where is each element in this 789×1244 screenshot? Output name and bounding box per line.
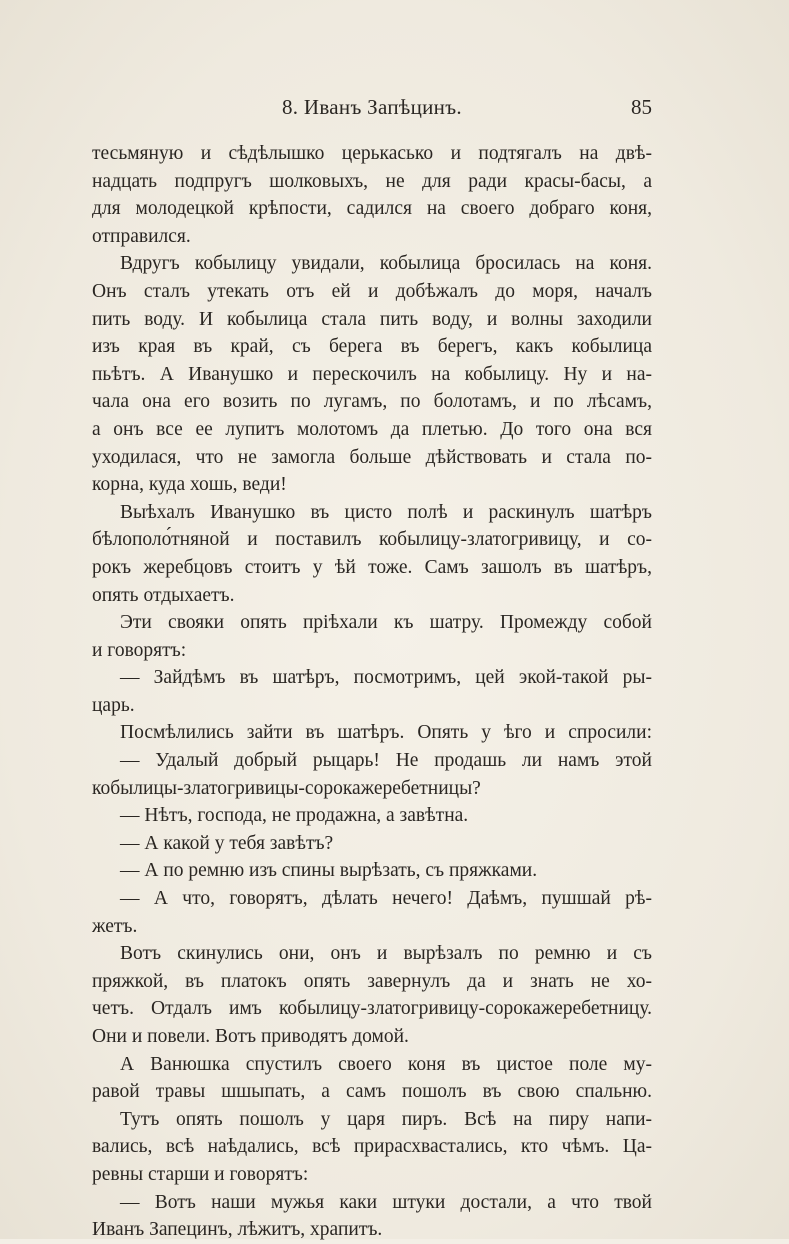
text-line: корна, куда хошь, веди!: [92, 474, 287, 496]
text-line: пряжкой, въ платокъ опять завернулъ да и знать не хо-: [92, 970, 652, 992]
text-line: — Зайдѣмъ въ шатѣръ, посмотримъ, цей экой-такой ры-: [120, 667, 652, 689]
text-line: кобылицы-златогривицы-сорокажеребетницы?: [92, 777, 481, 799]
page-number: 85: [631, 95, 652, 119]
body-text: [92, 140, 652, 1244]
text-line: — Нѣтъ, господа, не продажна, а завѣтна.: [120, 805, 469, 827]
text-line: Вдругъ кобылицу увидали, кобылица бросилась на коня.: [120, 253, 652, 275]
text-line: А Ванюшка спустилъ своего коня въ цистое поле му-: [120, 1053, 652, 1075]
text-line: изъ края въ край, съ берега въ берегъ, какъ кобылица: [92, 336, 652, 358]
text-line: вались, всѣ наѣдались, всѣ прирасхвастались, кто чѣмъ. Ца-: [92, 1136, 652, 1158]
text-line: четъ. Отдалъ имъ кобылицу-златогривицу-сорокажеребетницу.: [92, 998, 652, 1020]
text-line: опять отдыхаетъ.: [92, 584, 235, 606]
text-line: — Вотъ наши мужья каки штуки достали, а что твой: [120, 1191, 652, 1213]
text-line: жетъ.: [92, 915, 138, 937]
text-line: Посмѣлились зайти въ шатѣръ. Опять у ѣго и спросили:: [120, 722, 652, 744]
text-line: равой травы шшыпать, а самъ пошолъ въ свою спальню.: [92, 1081, 652, 1103]
text-line: бѣлополо́тняной и поставилъ кобылицу-златогривицу, и со-: [92, 529, 652, 551]
text-line: — Удалый добрый рыцарь! Не продашь ли намъ этой: [120, 750, 652, 772]
text-line: — А по ремню изъ спины вырѣзать, съ пряжками.: [120, 860, 538, 882]
text-line: для молодецкой крѣпости, садился на своего добраго коня,: [92, 198, 652, 220]
text-line: рокъ жеребцовъ стоитъ у ѣй тоже. Самъ зашолъ въ шатѣръ,: [92, 556, 652, 578]
text-line: царь.: [92, 694, 135, 716]
text-line: — А что, говорятъ, дѣлать нечего! Даѣмъ, пушшай рѣ-: [120, 888, 652, 910]
text-line: а онъ все ее лупитъ молотомъ да плетью. До того она вся: [92, 418, 652, 440]
page-header: [92, 95, 652, 131]
text-line: Они и повели. Вотъ приводятъ домой.: [92, 1026, 409, 1047]
text-line: Эти свояки опять пріѣхали къ шатру. Промежду собой: [120, 612, 652, 634]
text-line: Онъ сталъ утекать отъ ей и добѣжалъ до моря, началъ: [92, 280, 652, 302]
text-line: надцать подпругъ шолковыхъ, не для ради красы-басы, а: [92, 170, 652, 192]
text-line: уходилася, что не замогла больше дѣйствовать и стала по-: [92, 446, 652, 468]
text-line: Тутъ опять пошолъ у царя пиръ. Всѣ на пиру напи-: [120, 1108, 652, 1130]
text-line: чала она его возить по лугамъ, по болотамъ, и по лѣсамъ,: [92, 391, 652, 413]
text-line: тесьмяную и сѣдѣлышко церькасько и подтягалъ на двѣ-: [92, 143, 652, 164]
text-line: Иванъ Запецинъ, лѣжитъ, храпитъ.: [92, 1219, 383, 1241]
text-line: — А какой у тебя завѣтъ?: [120, 832, 334, 854]
running-title: 8. Иванъ Запѣцинъ.: [282, 95, 462, 119]
text-line: отправился.: [92, 225, 191, 247]
text-line: Вотъ скинулись они, онъ и вырѣзалъ по ремню и съ: [120, 943, 652, 965]
text-line: и говорятъ:: [92, 639, 187, 661]
text-line: пить воду. И кобылица стала пить воду, и волны заходили: [92, 308, 652, 330]
text-line: ревны старши и говорятъ:: [92, 1163, 309, 1185]
text-line: Выѣхалъ Иванушко въ цисто полѣ и раскинулъ шатѣръ: [120, 501, 652, 523]
text-line: пьѣтъ. А Иванушко и перескочилъ на кобылицу. Ну и на-: [92, 363, 652, 385]
